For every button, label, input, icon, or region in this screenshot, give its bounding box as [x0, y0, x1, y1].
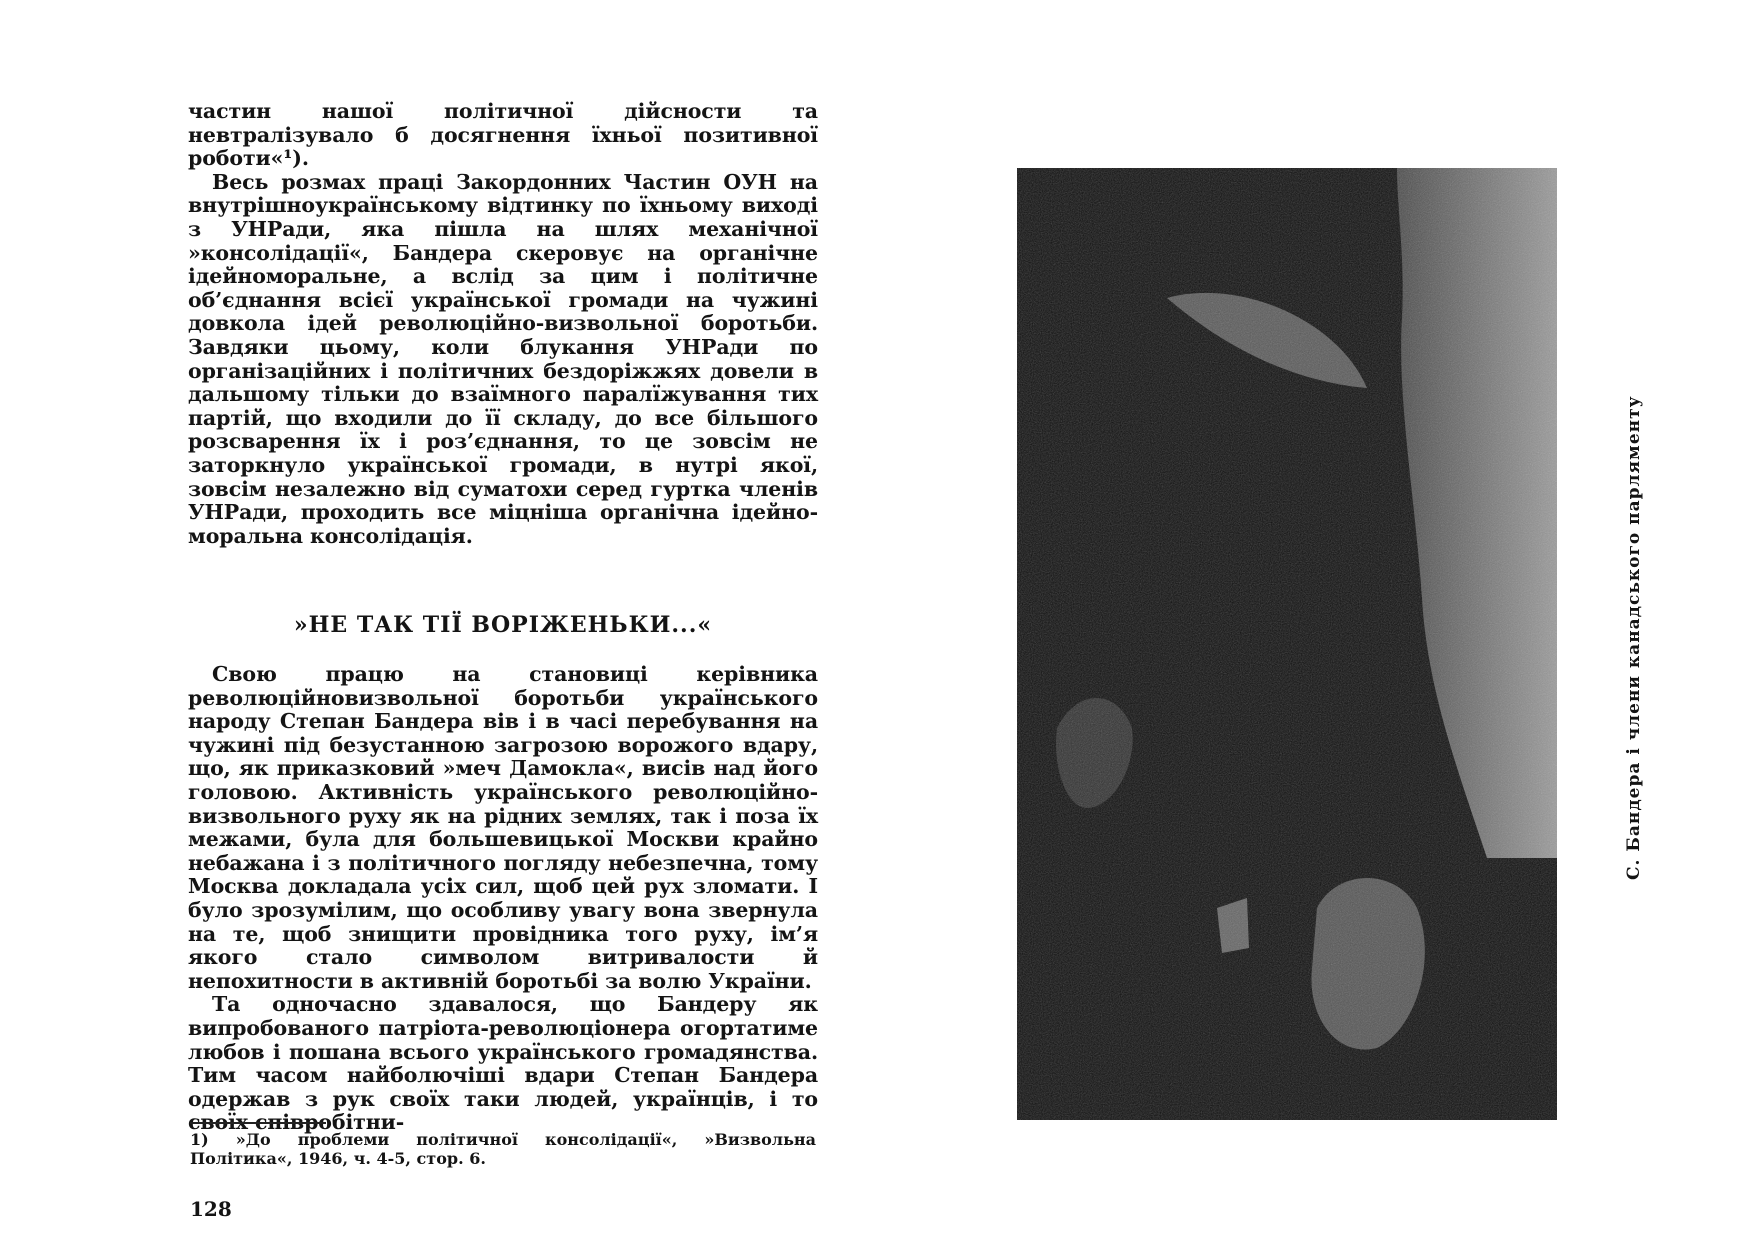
photo-caption: С. Бандера і члени канадського парляменту [1624, 395, 1644, 880]
body-paragraph: Та одночасно здавалося, що Бандеру як випробованого патріота-революціонера огортатиме любов і пошана всього українського громадянства. Тим часом найболючіші вдари Степан Бандера одержав з рук своїх таки людей, українців, і то своїх співробітни- [188, 992, 818, 1135]
photograph [1017, 168, 1557, 1120]
section-title: »НЕ ТАК ТІЇ ВОРІЖЕНЬКИ...« [293, 612, 713, 638]
left-page [188, 100, 818, 548]
footnote-divider [190, 1122, 326, 1124]
body-paragraph: Свою працю на становиці керівника революційновизвольної боротьби українського народу Степан Бандера вів і в часі перебування на чужині під безустанною загрозою ворожого вдару, що, як приказковий »меч Дамокла«, висів над його головою. Активність українського революційно-визвольного руху як на рідних землях, так і поза їх межами, була для большевицької Москви крайно небажана і з політичного погляду небезпечна, тому Москва докладала усіх сил, щоб цей рух зломати. І було зрозумілим, що особливу увагу вона звернула на те, щоб знищити провідника того руху, ім’я якого стало символом витривалости й непохитности в активній боротьбі за волю України. [188, 662, 818, 993]
body-paragraph: Весь розмах праці Закордонних Частин ОУН на внутрішноукраїнському відтинку по їхньому виході з УНРади, яка пішла на шлях механічної »консолідації«, Бандера скеровує на органічне ідейноморальне, а вслід за цим і політичне об’єднання всієї української громади на чужині довкола ідей революційно-визвольної боротьби. Завдяки цьому, коли блукання УНРади по організаційних і політичних бездоріжжях довели в дальшому тільки до взаїмного паралїжування тих партій, що входили до її складу, до все більшого розсварення їх і роз’єднання, то це зовсім не заторкнуло української громади, в нутрі якої, зовсім незалежно від суматохи серед гуртка членів УНРади, проходить все міцніша органічна ідейно-моральна консолідація. [188, 169, 818, 548]
section-body [188, 663, 818, 1135]
page-number: 128 [190, 1197, 232, 1221]
continuation-paragraph: частин нашої політичної дійсности та невтралізувало б досягнення їхньої позитивної роботи«¹). [188, 99, 818, 171]
footnote: 1) »До проблеми політичної консолідації«, »Визвольна Політика«, 1946, ч. 4-5, стор. 6. [190, 1130, 816, 1168]
